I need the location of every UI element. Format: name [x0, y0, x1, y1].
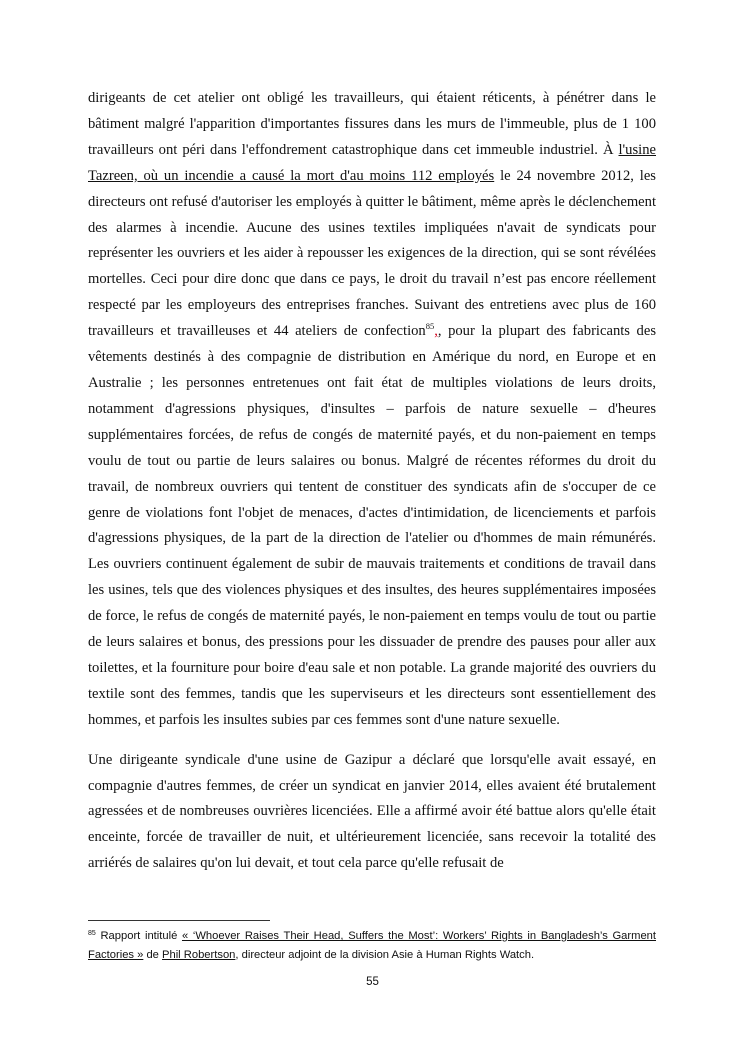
paragraph-1-text-b: le 24 novembre 2012, les directeurs ont refusé d'autoriser les employés à quitter le bâtiment, même après le déclenchement des alarmes à incendie. Aucune des usines textiles impliquées n'avait de syndicats pour représenter les ouvriers et les aider à repousser les exigences de la direction, qui se sont révélées mortelles. Ceci pour dire donc que dans ce pays, le droit du travail n’est pas encore réellement respecté par les employeurs des entreprises franches. Suivant des entretiens avec plus de 160 travailleurs et travailleuses et 44 ateliers de confection	[88, 167, 656, 340]
footnote-suffix: , directeur adjoint de la division Asie à Human Rights Watch.	[235, 949, 535, 961]
report-title-link[interactable]: « ‘Whoever Raises Their Head, Suffers the Most’: Workers’ Rights in Bangladesh’s Garment Factories »	[88, 930, 656, 961]
author-link[interactable]: Phil Robertson	[162, 949, 236, 961]
tazreen-link[interactable]: l'usine Tazreen, où un incendie a causé la mort d'au moins 112 employés	[88, 141, 656, 184]
footnote-reference[interactable]: 85	[425, 321, 435, 332]
paragraph-1-text-a: dirigeants de cet atelier ont obligé les travailleurs, qui étaient réticents, à pénétrer dans le bâtiment malgré l'apparition d'importantes fissures dans les murs de l'immeuble, plus de 1 100 travailleurs ont péri dans l'effondrement catastrophique dans cet immeuble industriel. À	[88, 90, 656, 158]
body-text	[88, 86, 656, 877]
footnote	[88, 927, 656, 965]
footnote-separator	[88, 920, 270, 921]
paragraph-1	[88, 86, 656, 734]
footnote-prefix: Rapport intitulé	[95, 930, 182, 942]
footnote-number: 85	[88, 930, 96, 937]
footnote-middle: de	[143, 949, 163, 961]
page-number: 55	[366, 976, 379, 988]
paragraph-1-text-c: , pour la plupart des fabricants des vêtements destinés à des compagnie de distribution en Amérique du nord, en Europe et en Australie ; les personnes entretenues ont fait état de multiples violations de leurs droits, notamment d'agressions physiques, d'insultes – parfois de nature sexuelle – d'heures supplémentaires forcées, de refus de congés de maternité payés, et du non-paiement en temps voulu de tout ou partie de leurs salaires ou bonus. Malgré de récentes réformes du droit du travail, de nombreux ouvriers qui tentent de constituer des syndicats afin de s'occuper de ce genre de violations font l'objet de menaces, d'actes d'intimidation, de licenciements et parfois d'agressions physiques, de la part de la direction de l'atelier ou d'hommes de main rémunérés. Les ouvriers continuent également de subir de mauvais traitements et conditions de travail dans les usines, tels que des violences physiques et des insultes, des heures supplémentaires imposées de force, le refus de congés de maternité payés, le non-paiement en temps voulu de tout ou partie de leurs salaires et bonus, des pressions pour les dissuader de prendre des pauses pour aller aux toilettes, et la fourniture pour boire d'eau sale et non potable. La grande majorité des ouvriers du textile sont des femmes, tandis que les superviseurs et les directeurs sont essentiellement des hommes, et parfois les insultes subies par ces femmes sont d'une nature sexuelle.	[88, 323, 656, 728]
revision-mark: ,	[434, 323, 438, 340]
paragraph-2: Une dirigeante syndicale d'une usine de Gazipur a déclaré que lorsqu'elle avait essayé, en compagnie d'autres femmes, de créer un syndicat en janvier 2014, elles avaient été brutalement agressées et de nombreuses ouvrières licenciées. Elle a affirmé avoir été battue alors qu'elle était enceinte, forcée de travailler de nuit, et ultérieurement licenciée, sans recevoir la totalité des arriérés de salaires qu'on lui devait, et tout cela parce qu'elle refusait de	[88, 751, 656, 872]
